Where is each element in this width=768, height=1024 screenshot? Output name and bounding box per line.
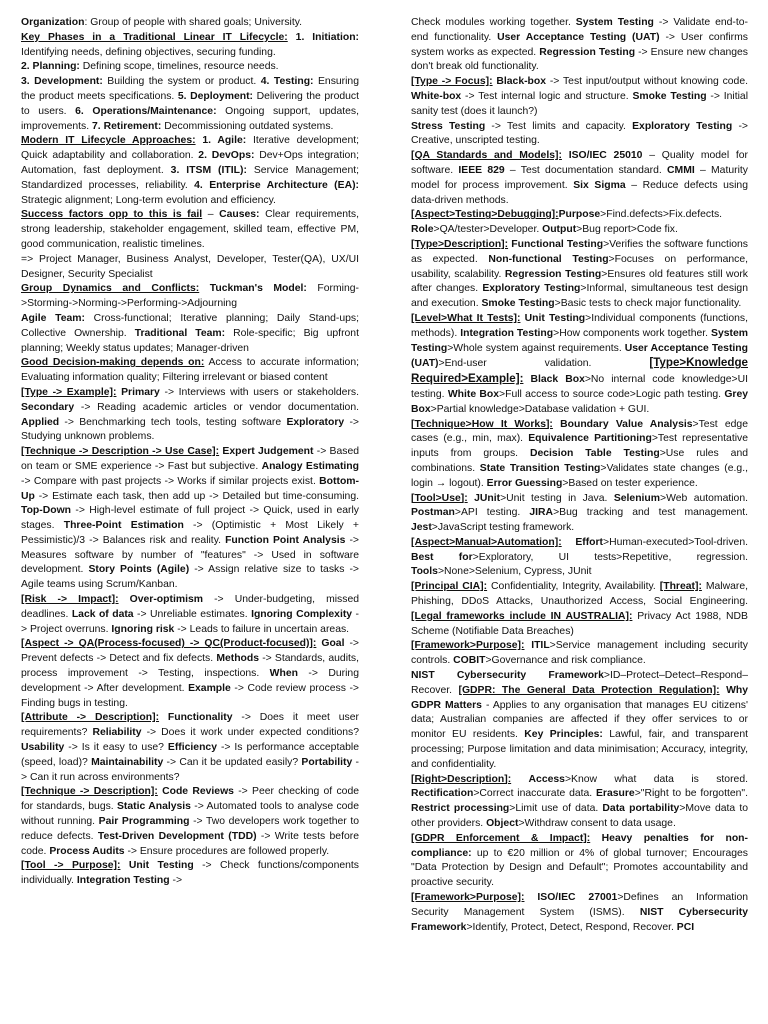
body-text: -> Leads to failure in uncertain areas. [174, 623, 350, 635]
note-paragraph [21, 445, 359, 593]
body-text: >Withdraw consent to data usage. [518, 818, 676, 830]
term-label: Example [188, 682, 231, 694]
section-heading: [Tool -> Purpose]: [21, 860, 121, 872]
term-label: Test-Driven Development (TDD) [97, 830, 257, 842]
term-label: Integration Testing [460, 327, 554, 339]
body-text: Clear requirements, strong leadership, stakeholder engagement, skilled team, effective PM, good communication, realistic timelines. [21, 209, 359, 250]
term-label: ITIL [531, 640, 550, 652]
body-text: Strategic alignment; Long-term evolution and efficiency. [21, 194, 276, 206]
section-heading: [Aspect>Testing>Debugging]: [411, 209, 559, 221]
body-text: >Human-executed>Tool-driven. [603, 536, 748, 548]
term-label: Postman [411, 507, 455, 519]
note-paragraph [411, 238, 748, 312]
body-text: >Bug report>Code fix. [576, 224, 678, 236]
note-paragraph [411, 492, 748, 536]
term-label: Usability [21, 742, 65, 754]
body-text: -> Creative, unscripted testing. [411, 120, 748, 147]
body-text: Check modules working together. [411, 17, 576, 28]
body-text: Privacy Act 1988, NDB Scheme (Notifiable Data Breaches) [411, 610, 748, 637]
term-label: When [269, 668, 298, 680]
term-label: ISO/IEC 27001 [537, 892, 618, 904]
body-text: Ongoing support, updates, improvements. [21, 105, 359, 132]
body-text: -> Test input/output without knowing code. [546, 76, 748, 88]
body-text [120, 860, 128, 871]
term-label: Black-box [496, 76, 547, 88]
body-text: -> Ensure procedures are followed properly. [124, 845, 330, 857]
term-label: White-box [411, 90, 462, 102]
note-paragraph [411, 773, 748, 832]
body-text: >Find.defects>Fix.defects. [600, 209, 723, 221]
term-label: Output [542, 224, 577, 236]
note-paragraph [411, 208, 748, 238]
body-text: >Verifies the software functions as expected. [411, 238, 748, 265]
term-label: Integration Testing [76, 875, 170, 887]
body-text: -> Under-budgeting, missed deadlines. [21, 594, 359, 620]
body-text: -> Test limits and capacity. [485, 120, 633, 132]
term-label: Functionality [167, 712, 233, 724]
term-label: Effort [575, 536, 604, 548]
body-text [119, 594, 130, 605]
section-heading: [Attribute -> Description]: [21, 712, 160, 724]
note-paragraph [21, 16, 359, 31]
term-label: Regression Testing [539, 46, 636, 58]
note-paragraph [21, 859, 359, 889]
term-label: Purpose [558, 209, 601, 221]
body-text [159, 712, 168, 723]
term-label: NIST Cybersecurity Framework [411, 670, 604, 682]
term-label: Tuckman's Model: [209, 283, 307, 295]
body-text: -> Can it be updated easily? [163, 756, 302, 768]
term-label: Smoke Testing [481, 298, 555, 310]
body-text: -> Based on team or SME experience -> Fast but subjective. [21, 446, 359, 472]
body-text: >Whole system against requirements. [447, 342, 625, 354]
term-label: 5. Deployment: [177, 90, 254, 102]
term-label: Access [528, 773, 565, 785]
note-paragraph [411, 580, 748, 639]
body-text: -> Is performance acceptable (speed, load)? [21, 742, 359, 768]
term-label: 3. ITSM (ITIL): [170, 164, 247, 176]
term-label: System Testing [575, 17, 654, 28]
section-heading: [Aspect>Manual>Automation]: [411, 536, 562, 548]
body-text: Decommissioning outdated systems. [161, 120, 334, 132]
section-heading: [GDPR: The General Data Protection Regulation]: [458, 684, 720, 696]
section-heading: [Risk -> Impact]: [21, 594, 119, 606]
body-text: -> Does it work under expected conditions? [141, 727, 359, 739]
body-text: – Maturity model for process improvement. [411, 164, 748, 191]
note-paragraph [411, 16, 748, 75]
body-text: >Exploratory, UI tests>Repetitive, regression. [472, 551, 748, 563]
right-column [411, 16, 748, 1024]
body-text: >Move data to other providers. [411, 803, 748, 830]
term-label: Exploratory [286, 416, 345, 428]
body-text: -> Code review process -> Finding bugs in testing. [21, 682, 359, 709]
term-label: System Testing [411, 327, 748, 354]
term-label: Black Box [530, 374, 585, 386]
term-label: Portability [301, 756, 353, 768]
body-text: -> Is it easy to use? [64, 742, 168, 754]
note-paragraph [411, 75, 748, 119]
body-text: -> Test internal logic and structure. [461, 90, 633, 102]
term-label: Object [486, 818, 519, 830]
term-label: Reliability [92, 727, 142, 739]
body-text [590, 833, 601, 844]
term-label: 7. Retirement: [92, 120, 162, 132]
term-label: Heavy penalties for non-compliance: [411, 832, 748, 859]
term-label: Decision Table Testing [529, 448, 660, 460]
term-label: Pair Programming [98, 816, 190, 828]
term-label: Causes: [219, 209, 260, 221]
term-label: Six Sigma [573, 179, 626, 191]
note-paragraph [411, 536, 748, 580]
body-text: -> Measures software by number of "features" -> Used in software development. [21, 534, 359, 576]
body-text: >Unit testing in Java. [500, 492, 614, 504]
body-text: – [202, 209, 220, 221]
note-paragraph [21, 711, 359, 785]
body-text: >Test edge cases (e.g., min, max). [411, 418, 748, 445]
left-column [21, 16, 359, 1024]
section-heading: [Threat]: [659, 581, 702, 593]
term-label: Ignoring Complexity [251, 608, 353, 620]
term-label: Key Principles: [524, 729, 603, 741]
note-paragraph [411, 669, 748, 773]
body-text: – Quality model for software. [411, 150, 748, 176]
body-text: >"Right to be forgotten". [634, 788, 748, 800]
section-heading: [Framework>Purpose]: [411, 892, 525, 904]
term-label: Bottom-Up [21, 475, 359, 502]
body-text: >Informal, simultaneous test design and execution. [411, 283, 748, 310]
body-text: -> Automated tools to analyse code without running. [21, 801, 359, 828]
term-label: 4. Testing: [260, 76, 314, 88]
body-text: Forming->Storming->Norming->Performing->Adjourning [21, 283, 359, 310]
term-label: NIST Cybersecurity Framework [411, 906, 748, 933]
term-label: Grey Box [411, 388, 748, 415]
section-heading: [Technique -> Description]: [21, 786, 158, 798]
term-label: 1. Initiation: [295, 31, 359, 43]
body-text: Access to accurate information; Evaluating information quality; Filtering irrelevant or biased content [21, 357, 359, 384]
term-label: Expert Judgement [222, 446, 314, 458]
term-label: Secondary [21, 401, 75, 413]
body-text: >Focuses on performance, usability, scalability. [411, 253, 748, 280]
body-text: >API testing. [454, 507, 530, 519]
body-text: -> Ensure new changes don't break old functionality. [411, 46, 748, 73]
body-text: >Test representative inputs from groups. [411, 433, 748, 460]
term-label: Primary [121, 386, 160, 398]
term-label: Methods [216, 653, 260, 665]
term-label: 2. Planning: [21, 61, 80, 73]
note-paragraph [411, 891, 748, 935]
note-paragraph [411, 120, 748, 150]
note-paragraph [21, 593, 359, 637]
body-text: -> Prevent defects -> Detect and fix defects. [21, 638, 359, 665]
body-text: -> Studying unknown problems. [21, 416, 359, 443]
term-label: 2. DevOps: [198, 150, 255, 162]
section-heading: [Right>Description]: [411, 773, 512, 785]
body-text [562, 150, 569, 161]
term-label: Code Reviews [162, 786, 234, 798]
note-paragraph [21, 253, 359, 283]
body-text: >Basic tests to check major functionality. [554, 298, 742, 310]
body-text: >Validates state changes (e.g., login → logout). [411, 462, 748, 489]
term-label: User Acceptance Testing (UAT) [411, 342, 748, 370]
body-text: Confidentiality, Integrity, Availability. [487, 581, 660, 593]
section-heading: [Type>Description]: [411, 238, 509, 250]
term-label: Story Points (Agile) [88, 564, 190, 576]
term-label: Jest [411, 522, 432, 534]
term-label: Exploratory Testing [632, 120, 733, 132]
body-text: -> Project overruns. [21, 608, 359, 635]
body-text: Identifying needs, defining objectives, securing funding. [21, 46, 276, 58]
term-label: Best for [411, 551, 473, 563]
term-label: Organization [21, 17, 85, 28]
note-paragraph [21, 386, 359, 445]
term-label: IEEE 829 [458, 164, 505, 176]
section-heading: [Legal frameworks include IN AUSTRALIA]: [411, 610, 633, 622]
term-label: Traditional Team: [134, 327, 226, 339]
body-text: Dev+Ops integration; Automation, fast deployment. [21, 150, 359, 176]
term-label: Three-Point Estimation [63, 520, 184, 532]
section-heading: [Framework>Purpose]: [411, 640, 525, 652]
body-text: >How components work together. [553, 327, 712, 339]
body-text: >Service management including security controls. [411, 640, 748, 667]
body-text [199, 283, 210, 294]
body-text: Defining scope, timelines, resource needs. [79, 61, 279, 73]
term-label: Erasure [596, 788, 635, 800]
term-label: State Transition Testing [479, 462, 601, 474]
term-label: 3. Development: [21, 76, 103, 88]
term-label: White Box [447, 388, 500, 400]
term-label: Analogy Estimating [261, 460, 359, 472]
term-label: Role [411, 224, 434, 236]
term-label: Over-optimism [129, 594, 203, 606]
note-paragraph [411, 832, 748, 891]
body-text: >Ensures old features still work after changes. [411, 268, 748, 295]
body-text: - Applies to any organisation that manages EU citizens' data; Australian companies are affected if they offer services to or monitor EU residents. [411, 699, 748, 741]
section-heading: [Level>What It Tests]: [411, 312, 521, 324]
body-text: >Based on tester experience. [562, 477, 698, 489]
note-paragraph [21, 637, 359, 711]
body-text: >No internal code knowledge>UI testing. [411, 374, 748, 400]
term-label: Lack of data [71, 608, 134, 620]
term-label: Regression Testing [504, 268, 602, 280]
term-label: Boundary Value Analysis [560, 418, 693, 430]
body-text: -> Interviews with users or stakeholders. [159, 386, 359, 398]
term-label: Functional Testing [511, 238, 604, 250]
body-text: Delivering the product to users. [21, 90, 359, 117]
note-paragraph [21, 208, 359, 252]
body-text [524, 892, 537, 903]
body-text: – Test documentation standard. [504, 164, 668, 176]
body-text: -> Can it run across environments? [21, 756, 359, 783]
body-text: -> Compare with past projects -> Works if similar projects exist. [21, 475, 320, 487]
term-label: CMMI [667, 164, 695, 176]
note-paragraph [21, 785, 359, 859]
body-text: >Correct inaccurate data. [473, 788, 596, 800]
body-text: -> Standards, audits, process improvement -> Testing, inspections. [21, 653, 359, 680]
body-text: -> (Optimistic + Most Likely + Pessimistic)/3 -> Balances risk and reality. [21, 520, 359, 546]
term-label: 1. Agile: [202, 135, 247, 147]
term-label: Unit Testing [128, 860, 194, 872]
section-heading: [Type -> Focus]: [411, 76, 493, 88]
term-label: User Acceptance Testing (UAT) [497, 31, 660, 43]
body-text: >Limit use of data. [509, 803, 603, 815]
body-text: Malware, Phishing, DDoS Attacks, Unauthorized Access, Social Engineering. [411, 581, 748, 608]
body-text: -> Benchmarking tech tools, testing software [59, 416, 287, 428]
section-heading: Group Dynamics and Conflicts: [21, 283, 200, 295]
body-text: >Web automation. [660, 492, 748, 504]
body-text: -> Initial sanity test (does it launch?) [411, 90, 748, 117]
body-text: -> Two developers work together to reduce defects. [21, 816, 359, 842]
term-label: 4. Enterprise Architecture (EA): [194, 179, 359, 191]
term-label: Equivalence Partitioning [528, 433, 652, 445]
term-label: Applied [21, 416, 60, 428]
body-text: -> Write tests before code. [21, 830, 359, 857]
section-heading: [Type -> Example]: [21, 386, 117, 398]
term-label: Function Point Analysis [225, 534, 346, 546]
body-text: Ensuring the product meets specifications. [21, 76, 359, 102]
body-text: >Defines an Information Security Management System (ISMS). [411, 892, 748, 918]
body-text: >Bug tracking and test management. [553, 507, 748, 519]
body-text [511, 774, 528, 785]
term-label: Rectification [411, 788, 474, 800]
term-label: Exploratory Testing [482, 283, 581, 295]
body-text: >Know what data is stored. [564, 773, 748, 785]
body-text: >Identify, Protect, Detect, Respond, Recover. [466, 921, 677, 933]
term-label: Selenium [613, 492, 661, 504]
section-heading: [Type>Knowledge Required>Example]: [411, 356, 748, 386]
note-paragraph [21, 282, 359, 312]
body-text: >End-user validation. [438, 358, 650, 370]
section-heading: Good Decision-making depends on: [21, 357, 205, 369]
body-text: >Individual components (functions, methods). [411, 312, 748, 339]
term-label: Ignoring risk [111, 623, 175, 635]
section-heading: Key Phases in a Traditional Linear IT Lifecycle: [21, 31, 288, 43]
body-text [562, 537, 576, 548]
body-text: -> Estimate each task, then add up -> Detailed but time-consuming. [34, 490, 359, 502]
body-text: -> Validate end-to-end functionality. [411, 17, 748, 43]
body-text: -> [169, 875, 183, 887]
body-text: Role-specific; Big upfront planning; Weekly status updates; Manager-driven [21, 327, 359, 354]
body-text: -> High-level estimate of full project -> Quick, used in early stages. [21, 505, 359, 532]
body-text: >Governance and risk compliance. [485, 655, 646, 667]
body-text: => Project Manager, Business Analyst, Developer, Tester(QA), UX/UI Designer, Security Specialist [21, 253, 359, 280]
body-text: -> Unreliable estimates. [133, 608, 252, 620]
body-text: -> Does it meet user requirements? [21, 712, 359, 739]
term-label: Goal [321, 638, 345, 650]
note-paragraph [411, 639, 748, 669]
note-paragraph [21, 31, 359, 61]
term-label: JUnit [474, 492, 501, 504]
body-text: Cross-functional; Iterative planning; Daily Stand-ups; Collective Ownership. [21, 312, 359, 339]
note-paragraph [21, 312, 359, 356]
section-heading: [GDPR Enforcement & Impact]: [411, 832, 591, 844]
term-label: 6. Operations/Maintenance: [75, 105, 217, 117]
term-label: PCI [676, 921, 695, 933]
term-label: JIRA [529, 507, 554, 519]
body-text [288, 32, 296, 43]
body-text: -> Check functions/components individually. [21, 860, 359, 887]
body-text: -> Reading academic articles or vendor documentation. [74, 401, 359, 413]
section-heading: [QA Standards and Models]: [411, 150, 562, 162]
section-heading: [Technique>How It Works]: [411, 418, 553, 430]
term-label: Static Analysis [117, 801, 191, 813]
term-label: Error Guessing [486, 477, 563, 489]
term-label: Why GDPR Matters [411, 684, 748, 711]
term-label: Non-functional Testing [488, 253, 609, 265]
body-text: – Reduce defects using data-driven methods. [411, 179, 748, 206]
note-paragraph [411, 312, 748, 418]
term-label: Efficiency [167, 742, 217, 754]
section-heading: Modern IT Lifecycle Approaches: [21, 135, 196, 147]
term-label: Tools [411, 566, 438, 578]
section-heading: [Aspect -> QA(Process-focused) -> QC(Product-focused)]: [21, 638, 317, 650]
note-paragraph [21, 356, 359, 386]
term-label: Data portability [602, 803, 680, 815]
term-label: ISO/IEC 25010 [568, 150, 643, 162]
body-text: >Partial knowledge>Database validation + GUI. [430, 403, 650, 415]
term-label: Maintainability [91, 756, 164, 768]
body-text: Lawful, fair, and transparent processing; Purpose limitation and data minimisation; Accuracy, integrity, and confidentiality. [411, 729, 748, 770]
note-paragraph [21, 134, 359, 208]
section-heading: Success factors opp to this is fail [21, 209, 203, 221]
term-label: Restrict processing [411, 803, 510, 815]
term-label: Process Audits [49, 845, 125, 857]
body-text: Building the system or product. [102, 76, 261, 88]
body-text: Iterative development; Quick adaptability and collaboration. [21, 135, 359, 162]
body-text: -> User confirms system works as expected. [411, 31, 748, 58]
body-text: -> Assign relative size to tasks -> Agile teams using Scrum/Kanban. [21, 564, 359, 591]
section-heading: [Tool>Use]: [411, 492, 468, 504]
body-text: up to €20 million or 4% of global turnover; Encourages "Data Protection by Design and Default"; Promotes accountability and proactive security. [411, 847, 748, 889]
term-label: Unit Testing [524, 312, 586, 324]
body-text: >None>Selenium, Cypress, JUnit [437, 566, 592, 578]
term-label: Agile Team: [21, 312, 85, 324]
term-label: Smoke Testing [632, 90, 707, 102]
body-text: >ID–Protect–Detect–Respond–Recover. [411, 670, 748, 696]
body-text: -> During development -> After development. [21, 668, 359, 694]
note-paragraph [21, 60, 359, 75]
body-text: >QA/tester>Developer. [433, 224, 543, 236]
body-text: : Group of people with shared goals; University. [84, 17, 303, 28]
note-paragraph [21, 75, 359, 134]
section-heading: [Technique -> Description -> Use Case]: [21, 446, 220, 458]
body-text: >Full access to source code>Logic path testing. [499, 388, 725, 400]
body-text: Service Management; Standardized processes, reliability. [21, 164, 359, 191]
note-paragraph [411, 149, 748, 208]
term-label: COBIT [453, 655, 486, 667]
body-text: -> Peer checking of code for standards, bugs. [21, 786, 359, 813]
term-label: Top-Down [21, 505, 72, 517]
term-label: Stress Testing [411, 120, 486, 132]
body-text: >Use rules and combinations. [411, 448, 748, 474]
section-heading: [Principal CIA]: [411, 581, 488, 593]
body-text: >JavaScript testing framework. [431, 522, 575, 534]
note-paragraph [411, 418, 748, 492]
